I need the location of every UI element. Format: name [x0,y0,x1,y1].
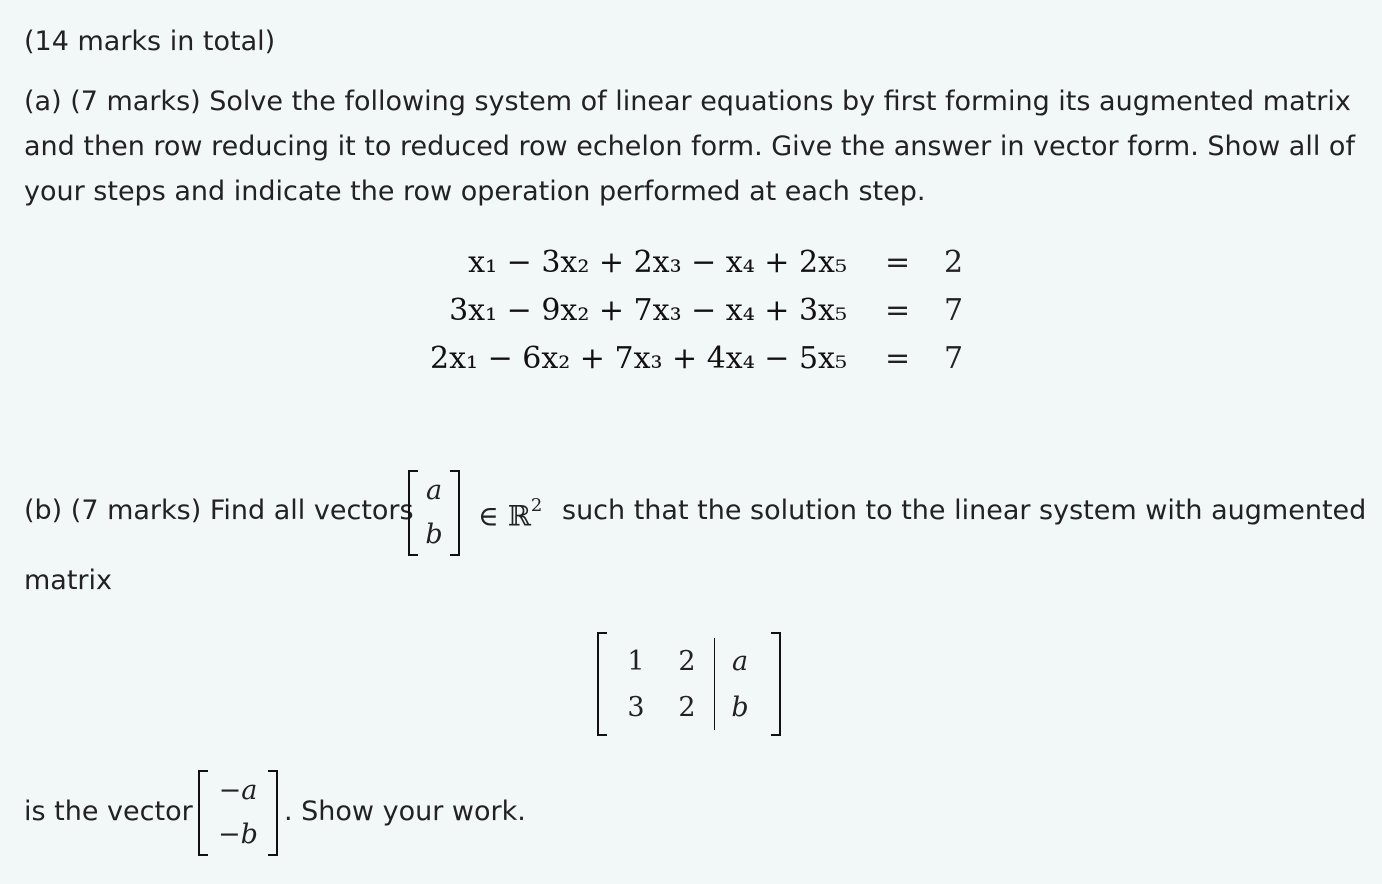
equals-sign: = [885,245,911,280]
equation-rhs: 7 [944,341,964,376]
matrix-entry: 2 [678,692,696,723]
equation-row [0,335,1382,383]
part-a-line-1: (a) (7 marks) Solve the following system of linear equations by first forming its augmented matrix [24,86,1351,117]
equals-sign: = [885,293,911,328]
solution-lead: is the vector [24,796,193,827]
part-b-tail: such that the solution to the linear system with augmented [562,495,1367,526]
solution-vector [198,770,278,856]
vector-entry-a: a [425,475,443,506]
part-b-lead: (b) (7 marks) Find all vectors [24,495,414,526]
part-a-line-3: your steps and indicate the row operation performed at each step. [24,176,926,207]
equation-lhs: 3x₁ − 9x₂ + 7x₃ − x₄ + 3x₅ [449,293,847,328]
solution-tail: . Show your work. [284,796,526,827]
part-a-line-2: and then row reducing it to reduced row echelon form. Give the answer in vector form. Show all of [24,131,1355,162]
matrix-entry: 1 [627,646,645,677]
right-bracket [771,632,781,736]
equation-lhs: x₁ − 3x₂ + 2x₃ − x₄ + 2x₅ [468,245,847,280]
left-bracket [597,632,607,736]
solution-entry-neg-b: −b [218,819,258,850]
total-marks: (14 marks in total) [24,26,276,57]
matrix-entry: 2 [678,646,696,677]
matrix-entry: b [731,692,749,723]
equation-rhs: 2 [944,245,964,280]
vector-ab [408,470,460,556]
membership-r2 [478,490,542,536]
equals-sign: = [885,341,911,376]
equation-row [0,287,1382,335]
membership-symbol: ∈ ℝ [478,499,531,533]
equation-lhs: 2x₁ − 6x₂ + 7x₃ + 4x₄ − 5x₅ [430,341,847,376]
augmented-matrix [597,632,781,736]
matrix-entry: a [731,646,749,677]
vector-entry-b: b [425,519,443,550]
augmented-divider [714,638,715,730]
matrix-entry: 3 [627,692,645,723]
equation-rhs: 7 [944,293,964,328]
membership-exponent: 2 [530,495,543,516]
part-b-line-2: matrix [24,565,113,596]
equation-row [0,239,1382,287]
solution-entry-neg-a: −a [218,775,258,806]
